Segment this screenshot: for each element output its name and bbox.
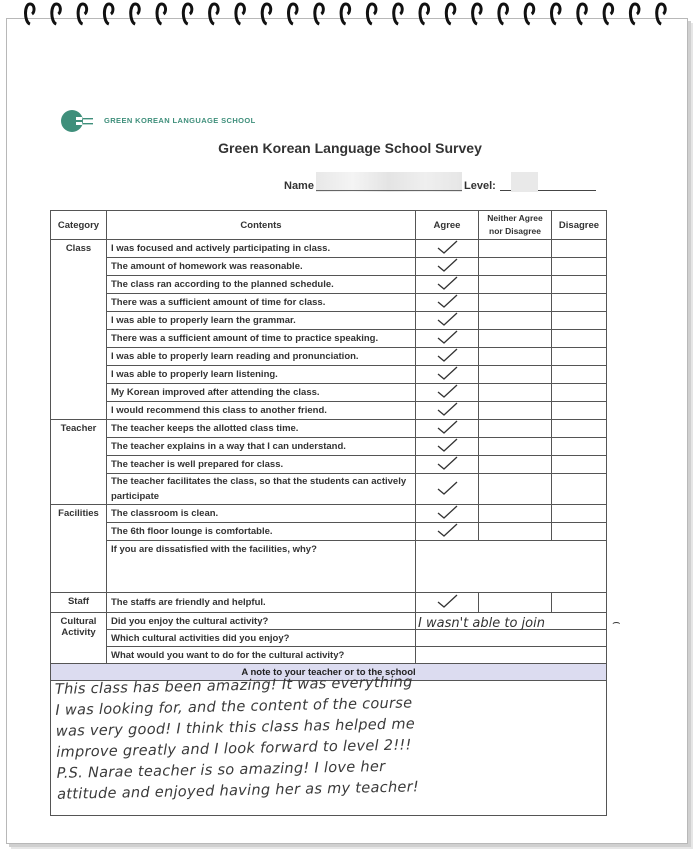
- response-agree: [416, 474, 479, 505]
- response-agree: [416, 505, 479, 523]
- note-line: I was looking for, and the content of the course: [55, 695, 413, 719]
- question-text: There was a sufficient amount of time to practice speaking.: [107, 330, 416, 348]
- table-row: [51, 438, 607, 456]
- checkmark-icon: [435, 505, 459, 519]
- response-agree: [416, 330, 479, 348]
- spiral-coil: [210, 4, 219, 24]
- table-row: [51, 420, 607, 438]
- response-agree: [416, 523, 479, 541]
- spiral-coil: [578, 4, 587, 24]
- question-text: The amount of homework was reasonable.: [107, 258, 416, 276]
- response-disagree: [552, 402, 607, 420]
- table-row: [51, 366, 607, 384]
- header-neither: Neither Agree nor Disagree: [479, 211, 552, 240]
- name-label: Name: [284, 180, 314, 192]
- question-text: I was able to properly learn listening.: [107, 366, 416, 384]
- question-text: I was able to properly learn the grammar.: [107, 312, 416, 330]
- question-text: The teacher keeps the allotted class time.: [107, 420, 416, 438]
- table-row: [51, 294, 607, 312]
- spiral-coil: [604, 4, 613, 24]
- response-disagree: [552, 384, 607, 402]
- response-agree: [416, 366, 479, 384]
- table-row: [51, 402, 607, 420]
- survey-title: Green Korean Language School Survey: [218, 140, 482, 156]
- response-neither: [479, 330, 552, 348]
- table-row: [51, 541, 607, 593]
- table-row: [51, 456, 607, 474]
- checkmark-icon: [435, 402, 459, 416]
- table-row: [51, 630, 607, 647]
- table-row: [51, 593, 607, 613]
- response-disagree: [552, 593, 607, 613]
- note-header: A note to your teacher or to the school: [51, 664, 607, 681]
- spiral-coil: [394, 4, 403, 24]
- spiral-coil: [525, 4, 534, 24]
- category-cell: Teacher: [51, 420, 107, 505]
- checkmark-icon: [435, 594, 459, 608]
- checkmark-icon: [435, 330, 459, 344]
- table-header-row: [51, 211, 607, 240]
- question-text: I was able to properly learn reading and pronunciation.: [107, 348, 416, 366]
- spiral-coil: [420, 4, 429, 24]
- response-agree: [416, 240, 479, 258]
- question-text: My Korean improved after attending the class.: [107, 384, 416, 402]
- spiral-coil: [552, 4, 561, 24]
- table-row: [51, 474, 607, 505]
- school-logo-text: GREEN KOREAN LANGUAGE SCHOOL: [104, 116, 256, 125]
- spiral-coil: [26, 4, 35, 24]
- header-agree: Agree: [416, 211, 479, 240]
- category-cell: Cultural Activity: [51, 613, 107, 664]
- response-agree: [416, 402, 479, 420]
- response-agree: [416, 593, 479, 613]
- spiral-coil: [657, 4, 666, 24]
- response-neither: [479, 420, 552, 438]
- table-row: [51, 240, 607, 258]
- level-label: Level:: [464, 180, 496, 192]
- note-line: attitude and enjoyed having her as my teacher!: [56, 779, 420, 803]
- spiral-coil: [78, 4, 87, 24]
- response-agree: [416, 294, 479, 312]
- response-agree: [416, 438, 479, 456]
- question-text: The class ran according to the planned schedule.: [107, 276, 416, 294]
- response-disagree: [552, 366, 607, 384]
- table-row: [51, 647, 607, 664]
- response-neither: [479, 523, 552, 541]
- response-disagree: [552, 348, 607, 366]
- header-disagree: Disagree: [552, 211, 607, 240]
- question-text: Which cultural activities did you enjoy?: [107, 630, 416, 647]
- table-row: [51, 312, 607, 330]
- name-redacted: [316, 172, 462, 192]
- spiral-coil: [131, 4, 140, 24]
- question-text: The teacher is well prepared for class.: [107, 456, 416, 474]
- response-agree: [416, 258, 479, 276]
- note-line: P.S. Narae teacher is so amazing! I love her: [56, 758, 386, 782]
- response-agree: [416, 420, 479, 438]
- spiral-coil: [473, 4, 482, 24]
- response-disagree: [552, 312, 607, 330]
- note-line: was very good! I think this class has helped me: [55, 716, 416, 740]
- checkmark-icon: [435, 348, 459, 362]
- response-agree: [416, 348, 479, 366]
- response-neither: [479, 366, 552, 384]
- response-neither: [479, 258, 552, 276]
- response-neither: [479, 240, 552, 258]
- question-text: If you are dissatisfied with the facilities, why?: [107, 541, 416, 593]
- response-agree: [416, 276, 479, 294]
- response-agree: [416, 312, 479, 330]
- spiral-coil: [499, 4, 508, 24]
- checkmark-icon: [435, 384, 459, 398]
- category-cell: Staff: [51, 593, 107, 613]
- spiral-coil: [104, 4, 113, 24]
- response-neither: [479, 593, 552, 613]
- response-agree: [416, 456, 479, 474]
- response-disagree: [552, 330, 607, 348]
- response-neither: [479, 474, 552, 505]
- question-text: I would recommend this class to another friend.: [107, 402, 416, 420]
- response-disagree: [552, 420, 607, 438]
- header-category: Category: [51, 211, 107, 240]
- spiral-binding: [0, 0, 700, 30]
- checkmark-icon: [435, 366, 459, 380]
- spiral-coil: [183, 4, 192, 24]
- question-text: What would you want to do for the cultural activity?: [107, 647, 416, 664]
- checkmark-icon: [435, 438, 459, 452]
- frown-icon: ⌢: [612, 614, 621, 629]
- category-cell: Class: [51, 240, 107, 420]
- response-disagree: [552, 258, 607, 276]
- table-row: [51, 330, 607, 348]
- response-neither: [479, 348, 552, 366]
- table-row: [51, 276, 607, 294]
- header-contents: Contents: [107, 211, 416, 240]
- response-disagree: [552, 456, 607, 474]
- checkmark-icon: [435, 420, 459, 434]
- handwritten-note: [55, 668, 618, 806]
- checkmark-icon: [435, 240, 459, 254]
- question-text: The staffs are friendly and helpful.: [107, 593, 416, 613]
- level-redacted: [511, 172, 538, 192]
- response-neither: [479, 312, 552, 330]
- checkmark-icon: [435, 481, 459, 495]
- table-row: [51, 348, 607, 366]
- question-text: I was focused and actively participating in class.: [107, 240, 416, 258]
- spiral-coil: [236, 4, 245, 24]
- checkmark-icon: [435, 276, 459, 290]
- response-neither: [479, 438, 552, 456]
- question-text: The 6th floor lounge is comfortable.: [107, 523, 416, 541]
- checkmark-icon: [435, 523, 459, 537]
- checkmark-icon: [435, 258, 459, 272]
- spiral-coil: [52, 4, 61, 24]
- checkmark-icon: [435, 312, 459, 326]
- response-neither: [479, 456, 552, 474]
- category-cell: Facilities: [51, 505, 107, 593]
- response-neither: [479, 402, 552, 420]
- spiral-coil: [446, 4, 455, 24]
- cultural-activity-answer-box: [416, 630, 607, 647]
- spiral-coil: [289, 4, 298, 24]
- response-disagree: [552, 276, 607, 294]
- response-disagree: [552, 523, 607, 541]
- question-text: The classroom is clean.: [107, 505, 416, 523]
- response-neither: [479, 276, 552, 294]
- facilities-comment-box: [416, 541, 607, 593]
- table-row: [51, 258, 607, 276]
- question-text: Did you enjoy the cultural activity?: [107, 613, 416, 630]
- response-agree: [416, 384, 479, 402]
- spiral-coil: [315, 4, 324, 24]
- response-disagree: [552, 240, 607, 258]
- note-line: improve greatly and I look forward to level 2!!!: [56, 737, 412, 761]
- response-neither: [479, 505, 552, 523]
- response-disagree: [552, 438, 607, 456]
- response-neither: [479, 384, 552, 402]
- spiral-coil: [341, 4, 350, 24]
- table-row: [51, 384, 607, 402]
- response-disagree: [552, 474, 607, 505]
- answer-box: [416, 647, 607, 664]
- question-text: The teacher explains in a way that I can understand.: [107, 438, 416, 456]
- checkmark-icon: [435, 456, 459, 470]
- checkmark-icon: [435, 294, 459, 308]
- spiral-coil: [157, 4, 166, 24]
- response-disagree: [552, 505, 607, 523]
- response-neither: [479, 294, 552, 312]
- table-row: [51, 523, 607, 541]
- note-line: This class has been amazing! It was everything: [54, 674, 413, 698]
- spiral-coil: [630, 4, 639, 24]
- question-text: The teacher facilitates the class, so that the students can actively participate: [107, 474, 416, 505]
- spiral-coil: [262, 4, 271, 24]
- spiral-coil: [367, 4, 376, 24]
- name-underline: [316, 190, 462, 191]
- question-text: There was a sufficient amount of time for class.: [107, 294, 416, 312]
- cultural-answer-handwritten: I wasn't able to join: [418, 616, 545, 631]
- table-row: [51, 505, 607, 523]
- school-logo-icon: [60, 109, 94, 133]
- response-disagree: [552, 294, 607, 312]
